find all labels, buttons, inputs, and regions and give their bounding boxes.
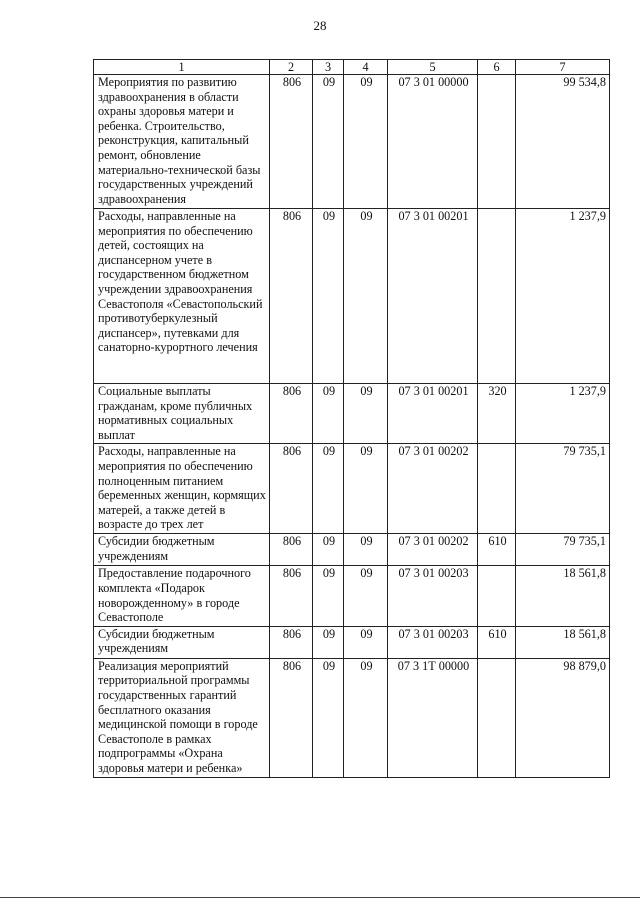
target-article-cell: 07 3 01 00202: [388, 534, 478, 566]
bottom-edge-line: [0, 897, 640, 898]
table-row: [94, 658, 610, 777]
target-article-cell: 07 3 1Т 00000: [388, 658, 478, 777]
subsection-code-cell: 09: [344, 658, 388, 777]
table-row: [94, 384, 610, 444]
section-code-cell: 09: [313, 658, 344, 777]
amount-cell: 18 561,8: [516, 626, 610, 658]
target-article-cell: 07 3 01 00203: [388, 626, 478, 658]
budget-table: [93, 59, 610, 778]
header-cell: 4: [344, 60, 388, 75]
expense-type-cell: [478, 566, 516, 626]
subsection-code-cell: 09: [344, 384, 388, 444]
table-row: [94, 566, 610, 626]
target-article-cell: 07 3 01 00202: [388, 444, 478, 534]
ministry-code-cell: 806: [270, 75, 313, 209]
ministry-code-cell: 806: [270, 534, 313, 566]
section-code-cell: 09: [313, 75, 344, 209]
subsection-code-cell: 09: [344, 566, 388, 626]
row-name-cell: Мероприятия по развитию здравоохранения в области охраны здоровья матери и ребенка. Строительство, реконструкция, капитальный ремонт, обновление материально-технической базы государственных учреждений здравоохранения: [94, 75, 270, 209]
expense-type-cell: 610: [478, 626, 516, 658]
target-article-cell: 07 3 01 00203: [388, 566, 478, 626]
row-name-cell: Социальные выплаты гражданам, кроме публичных нормативных социальных выплат: [94, 384, 270, 444]
amount-cell: 79 735,1: [516, 534, 610, 566]
section-code-cell: 09: [313, 384, 344, 444]
amount-cell: 99 534,8: [516, 75, 610, 209]
subsection-code-cell: 09: [344, 444, 388, 534]
table-row: [94, 534, 610, 566]
ministry-code-cell: 806: [270, 658, 313, 777]
table-row: [94, 626, 610, 658]
subsection-code-cell: 09: [344, 626, 388, 658]
table-row: [94, 75, 610, 209]
expense-type-cell: [478, 209, 516, 384]
expense-type-cell: [478, 658, 516, 777]
section-code-cell: 09: [313, 444, 344, 534]
amount-cell: 1 237,9: [516, 209, 610, 384]
row-name-cell: Расходы, направленные на мероприятия по обеспечению детей, состоящих на диспансерном учете в государственном бюджетном учреждении здравоохранения Севастополя «Севастопольский противотуберкулезный диспансер», путевками для санаторно-курортного лечения: [94, 209, 270, 384]
header-row: [94, 60, 610, 75]
target-article-cell: 07 3 01 00201: [388, 384, 478, 444]
amount-cell: 79 735,1: [516, 444, 610, 534]
subsection-code-cell: 09: [344, 75, 388, 209]
header-cell: 7: [516, 60, 610, 75]
ministry-code-cell: 806: [270, 626, 313, 658]
ministry-code-cell: 806: [270, 444, 313, 534]
target-article-cell: 07 3 01 00201: [388, 209, 478, 384]
section-code-cell: 09: [313, 209, 344, 384]
expense-type-cell: [478, 75, 516, 209]
ministry-code-cell: 806: [270, 384, 313, 444]
amount-cell: 18 561,8: [516, 566, 610, 626]
expense-type-cell: 320: [478, 384, 516, 444]
header-cell: 3: [313, 60, 344, 75]
row-name-cell: Субсидии бюджетным учреждениям: [94, 534, 270, 566]
row-name-cell: Расходы, направленные на мероприятия по обеспечению полноценным питанием беременных женщин, кормящих матерей, а также детей в возрасте до трех лет: [94, 444, 270, 534]
section-code-cell: 09: [313, 626, 344, 658]
section-code-cell: 09: [313, 534, 344, 566]
ministry-code-cell: 806: [270, 566, 313, 626]
expense-type-cell: [478, 444, 516, 534]
amount-cell: 98 879,0: [516, 658, 610, 777]
subsection-code-cell: 09: [344, 209, 388, 384]
ministry-code-cell: 806: [270, 209, 313, 384]
page-number: 28: [313, 18, 327, 33]
row-name-cell: Реализация мероприятий территориальной программы государственных гарантий бесплатного оказания медицинской помощи в городе Севастополе в рамках подпрограммы «Охрана здоровья матери и ребенка»: [94, 658, 270, 777]
row-name-cell: Субсидии бюджетным учреждениям: [94, 626, 270, 658]
header-cell: 2: [270, 60, 313, 75]
row-name-cell: Предоставление подарочного комплекта «Подарок новорожденному» в городе Севастополе: [94, 566, 270, 626]
expense-type-cell: 610: [478, 534, 516, 566]
header-cell: 1: [94, 60, 270, 75]
table-row: [94, 209, 610, 384]
table-row: [94, 444, 610, 534]
header-cell: 6: [478, 60, 516, 75]
subsection-code-cell: 09: [344, 534, 388, 566]
amount-cell: 1 237,9: [516, 384, 610, 444]
header-cell: 5: [388, 60, 478, 75]
target-article-cell: 07 3 01 00000: [388, 75, 478, 209]
section-code-cell: 09: [313, 566, 344, 626]
